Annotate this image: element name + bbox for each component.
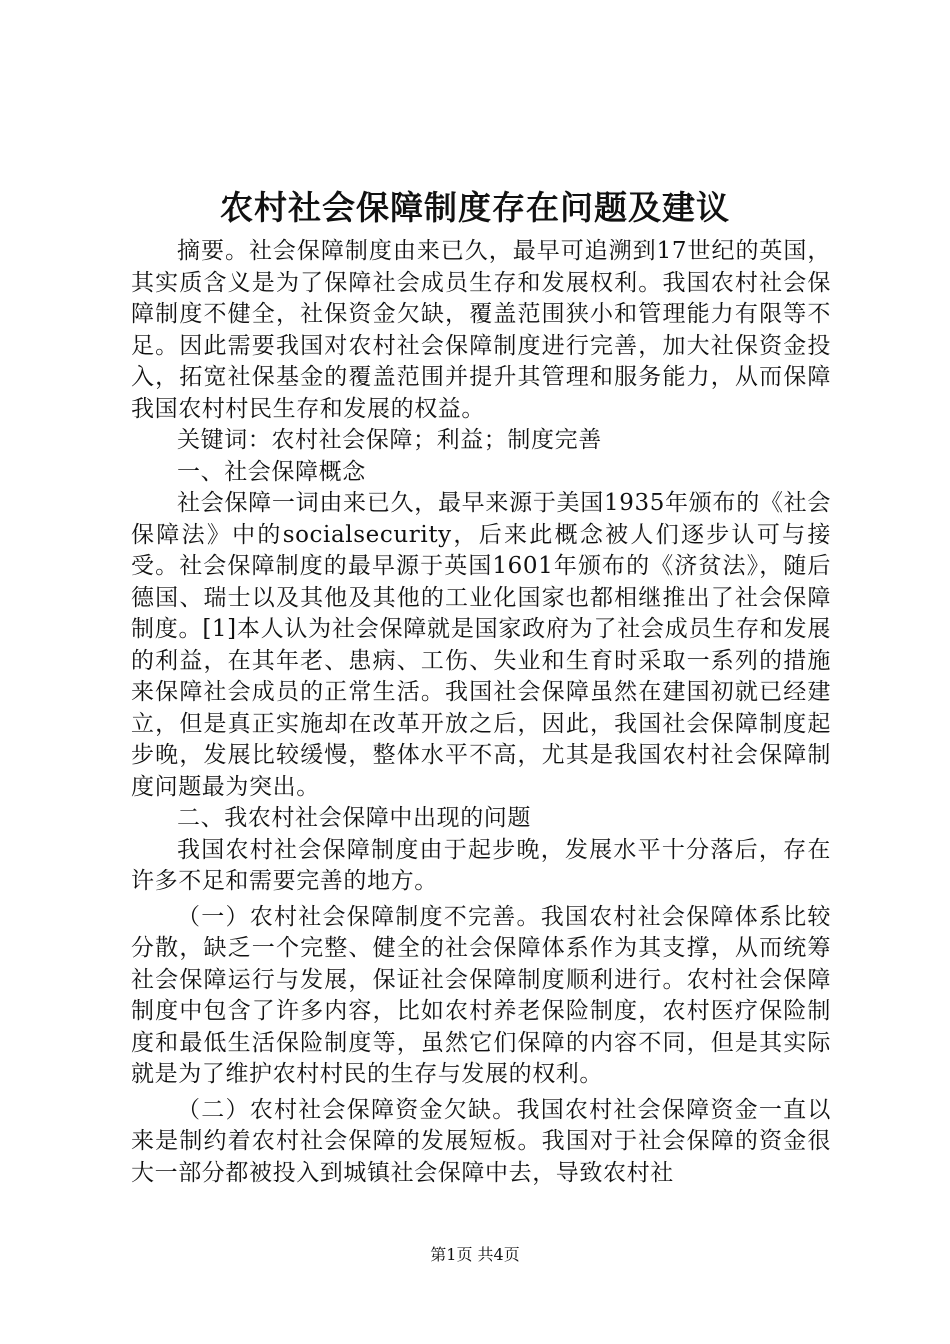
abstract-paragraph: 摘要。社会保障制度由来已久，最早可追溯到17世纪的英国，其实质含义是为了保障社会成员生存和发展权利。我国农村社会保障制度不健全，社保资金欠缺，覆盖范围狭小和管理能力有限等不足。因此需要我国对农村社会保障制度进行完善，加大社保资金投入，拓宽社保基金的覆盖范围并提升其管理和服务能力，从而保障我国农村村民生存和发展的权益。	[131, 238, 831, 422]
subsection-paragraph-2: （二）农村社会保障资金欠缺。我国农村社会保障资金一直以来是制约着农村社会保障的发展短板。我国对于社会保障的资金很大一部分都被投入到城镇社会保障中去，导致农村社	[131, 1096, 831, 1186]
body-paragraph: 我国农村社会保障制度由于起步晚，发展水平十分落后，存在许多不足和需要完善的地方。	[131, 836, 831, 894]
document-body	[131, 236, 831, 1189]
subsection-paragraph-1: （一）农村社会保障制度不完善。我国农村社会保障体系比较分散，缺乏一个完整、健全的社会保障体系作为其支撑，从而统筹社会保障运行与发展，保证社会保障制度顺利进行。农村社会保障制度中包含了许多内容，比如农村养老保险制度，农村医疗保险制度和最低生活保险制度等，虽然它们保障的内容不同，但是其实际就是为了维护农村村民的生存与发展的权利。	[131, 903, 831, 1087]
keywords-line: 关键词：农村社会保障；利益；制度完善	[177, 427, 602, 453]
page-footer: 第1页 共4页	[430, 1245, 520, 1264]
section-heading-2: 二、我农村社会保障中出现的问题	[177, 805, 531, 831]
body-paragraph: 社会保障一词由来已久，最早来源于美国1935年颁布的《社会保障法》中的socialsecurity，后来此概念被人们逐步认可与接受。社会保障制度的最早源于英国1601年颁布的《济贫法》，随后德国、瑞士以及其他及其他的工业化国家也都相继推出了社会保障制度。[1]本人认为社会保障就是国家政府为了社会成员生存和发展的利益，在其年老、患病、工伤、失业和生育时采取一系列的措施来保障社会成员的正常生活。我国社会保障虽然在建国初就已经建立，但是真正实施却在改革开放之后，因此，我国社会保障制度起步晚，发展比较缓慢，整体水平不高，尤其是我国农村社会保障制度问题最为突出。	[131, 490, 831, 800]
section-heading-1: 一、社会保障概念	[177, 458, 366, 485]
document-title: 农村社会保障制度存在问题及建议	[220, 188, 730, 227]
